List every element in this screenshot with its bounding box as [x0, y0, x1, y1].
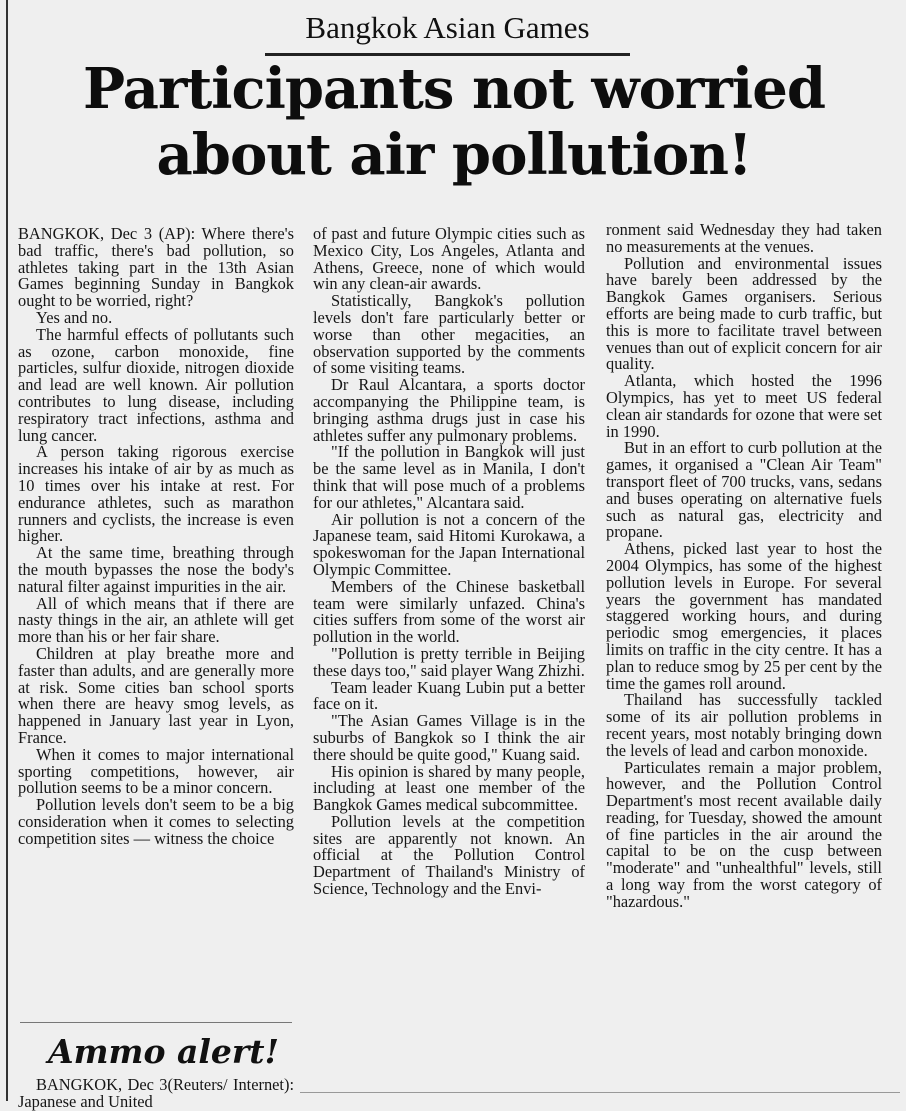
paragraph: "Pollution is pretty terrible in Beijing these days too," said player Wang Zhizhi.	[313, 643, 585, 680]
paragraph: Children at play breathe more and faster than adults, and are generally more at risk. Some cities ban school sports when there are heavy smog levels, as happened in January last year in Lyon, France.	[18, 643, 294, 747]
paragraph: Thailand has successfully tackled some of its air pollution problems in recent years, most notably bringing down the levels of lead and carbon monoxide.	[606, 690, 882, 760]
paragraph: Team leader Kuang Lubin put a better face on it.	[313, 677, 585, 714]
paragraph: Yes and no.	[36, 307, 113, 327]
headline: Participants not worried about air pollution!	[82, 56, 825, 188]
paragraph: BANGKOK, Dec 3 (AP): Where there's bad traffic, there's bad pollution, so athletes taking part in the 13th Asian Games beginning Sunday in Bangkok ought to be worried, right?	[18, 224, 294, 311]
paragraph: Pollution levels at the competition sites are apparently not known. An official at the Pollution Control Department of Thailand's Ministry of Science, Technology and the Envi-	[313, 811, 585, 899]
paragraph: Athens, picked last year to host the 2004 Olympics, has some of the highest pollution levels in Europe. For several years the government has mandated staggered working hours, and during periodic smog emergencies, it places limits on traffic in the city centre. It has a plan to reduce smog by 25 per cent by the time the games roll around.	[606, 539, 882, 693]
paragraph: But in an effort to curb pollution at the games, it organised a "Clean Air Team" transport fleet of 700 trucks, vans, sedans and buses operating on alternative fuels such as natural gas, electricity and propane.	[606, 438, 882, 542]
paragraph: Particulates remain a major problem, however, and the Pollution Control Department's most recent available daily reading, for Tuesday, showed the amount of fine particles in the air around the capital to be on the cusp between "moderate" and "unhealthful" levels, still a long way from the worst category of "hazardous."	[606, 757, 882, 911]
kicker-text: Bangkok Asian Games	[305, 10, 590, 45]
subhead-rule	[20, 1022, 292, 1023]
paragraph: "The Asian Games Village is in the suburbs of Bangkok so I think the air there should be quite good," Kuang said.	[313, 711, 585, 764]
paragraph: Statistically, Bangkok's pollution levels don't fare particularly better or worse than other megacities, an observation supported by the comments of some visiting teams.	[313, 291, 585, 378]
paragraph: Members of the Chinese basketball team were similarly unfazed. China's cities suffers from some of the worst air pollution in the world.	[313, 576, 585, 647]
paragraph: At the same time, breathing through the mouth bypasses the nose the body's natural filter against impurities in the air.	[18, 543, 294, 596]
article-column-2	[313, 226, 585, 898]
paragraph: ronment said Wednesday they had taken no measurements at the venues.	[606, 220, 882, 256]
subhead-article	[18, 1076, 294, 1110]
article-column-1	[18, 226, 294, 847]
paragraph: When it comes to major international sporting competitions, however, air pollution seems to be a minor concern.	[18, 744, 294, 798]
paragraph: A person taking rigorous exercise increases his intake of air by as much as 10 times over his intake at rest. For endurance athletes, such as marathon runners and cyclists, the increase is even higher.	[18, 442, 294, 546]
paragraph: Atlanta, which hosted the 1996 Olympics, has yet to meet US federal clean air standards for ozone that were set in 1990.	[606, 371, 882, 441]
paragraph: of past and future Olympic cities such as Mexico City, Los Angeles, Atlanta and Athens, Greece, none of which would win any clean-air awards.	[313, 224, 585, 294]
paragraph: The harmful effects of pollutants such as ozone, carbon monoxide, fine particles, sulfur dioxide, nitrogen dioxide and lead are well known. Air pollution contributes to lung disease, including respiratory tract infections, asthma and lung cancer.	[18, 324, 294, 445]
page-edge-rule	[6, 0, 8, 1101]
section-kicker	[265, 6, 630, 56]
paragraph: Air pollution is not a concern of the Japanese team, said Hitomi Kurokawa, a spokeswoman for the Japan International Olympic Committee.	[313, 509, 585, 579]
article-column-3	[606, 222, 882, 911]
paragraph: BANGKOK, Dec 3(Reuters/ Internet): Japanese and United	[18, 1075, 294, 1111]
bottom-rule	[300, 1092, 900, 1093]
subhead: Ammo alert!	[48, 1032, 279, 1071]
paragraph: Pollution levels don't seem to be a big consideration when it comes to selecting competition sites — witness the choice	[18, 795, 294, 848]
paragraph: All of which means that if there are nasty things in the air, an athlete will get more than his or her fair share.	[18, 593, 294, 647]
paragraph: Dr Raul Alcantara, a sports doctor accompanying the Philippine team, is bringing asthma drugs just in case his athletes suffer any pulmonary problems.	[313, 375, 585, 445]
paragraph: His opinion is shared by many people, including at least one member of the Bangkok Games medical subcommittee.	[313, 761, 585, 815]
paragraph: "If the pollution in Bangkok will just be the same level as in Manila, I don't think that will pose much of a problems for our athletes," Alcantara said.	[313, 442, 585, 512]
paragraph: Pollution and environmental issues have barely been addressed by the Bangkok Games organisers. Serious efforts are being made to curb traffic, but this is more to facilitate travel between venues than out of explicit concern for air quality.	[606, 253, 882, 374]
